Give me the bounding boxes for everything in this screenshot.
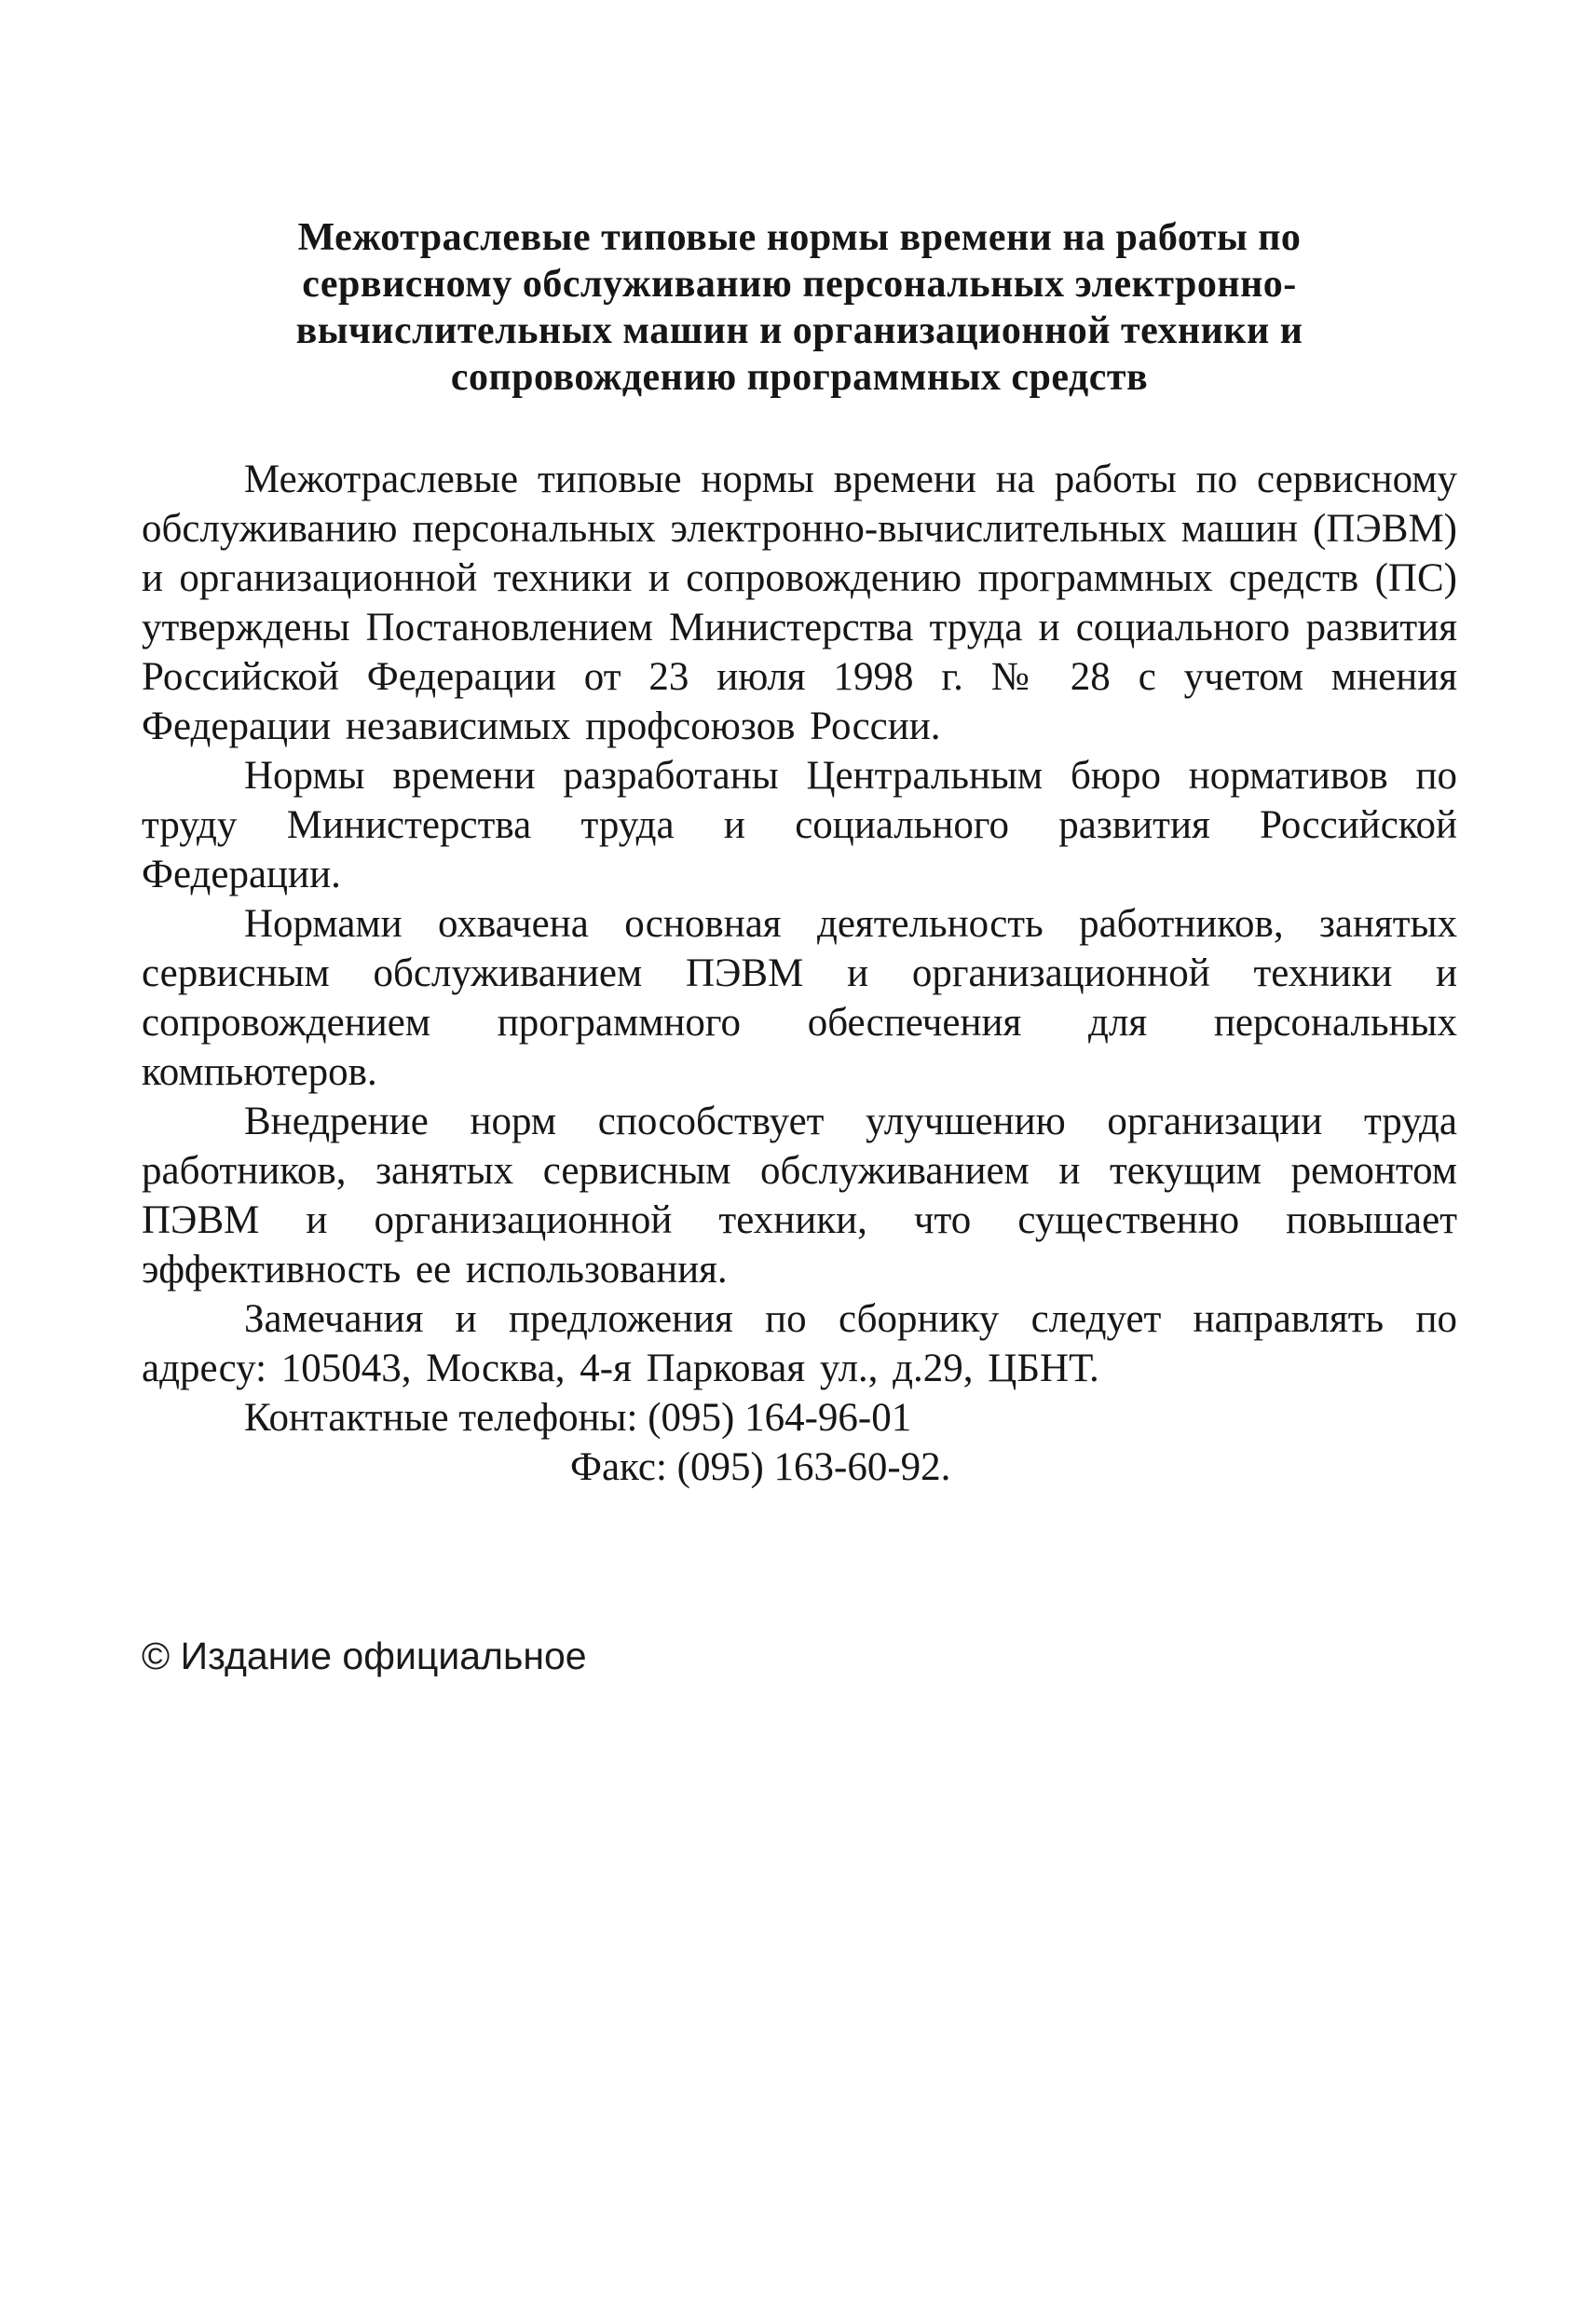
text-block xyxy=(142,214,1457,1492)
title-line-4: сопровождению программных средств xyxy=(450,356,1149,399)
title-line-3: вычислительных машин и организационной техники и xyxy=(295,309,1303,352)
contacts-block xyxy=(142,1393,1457,1492)
contact-fax: Факс: (095) 163-60-92. xyxy=(570,1445,951,1489)
paragraph-approval: Межотраслевые типовые нормы времени на работы по сервисному обслуживанию персональных электронно-вычислительных машин (ПЭВМ) и организационной техники и сопровождению программных средств (ПС) утверждены Постановлением Министерства труда и социального развития Российской Федерации от 23 июля 1998 г. № 28 с учетом мнения Федерации независимых профсоюзов России. xyxy=(142,458,1457,748)
paragraph-developed-by: Нормы времени разработаны Центральным бюро нормативов по труду Министерства труда и социального развития Российской Федерации. xyxy=(142,754,1457,896)
contact-phones: Контактные телефоны: (095) 164-96-01 xyxy=(244,1396,912,1440)
title-line-2: сервисному обслуживанию персональных электронно- xyxy=(302,263,1297,306)
document-title xyxy=(142,214,1457,401)
title-line-1: Межотраслевые типовые нормы времени на работы по xyxy=(297,216,1302,259)
paragraph-feedback-address: Замечания и предложения по сборнику следует направлять по адресу: 105043, Москва, 4-я Парковая ул., д.29, ЦБНТ. xyxy=(142,1297,1457,1390)
document-body xyxy=(142,455,1457,1492)
copyright-line: © Издание официальное xyxy=(142,1634,587,1677)
paragraph-coverage: Нормами охвачена основная деятельность работников, занятых сервисным обслуживанием ПЭВМ и организационной техники и сопровождением программного обеспечения для персональных компьютеров. xyxy=(142,902,1457,1094)
paragraph-implementation: Внедрение норм способствует улучшению организации труда работников, занятых сервисным обслуживанием и текущим ремонтом ПЭВМ и организационной техники, что существенно повышает эффективность ее использования. xyxy=(142,1100,1457,1292)
